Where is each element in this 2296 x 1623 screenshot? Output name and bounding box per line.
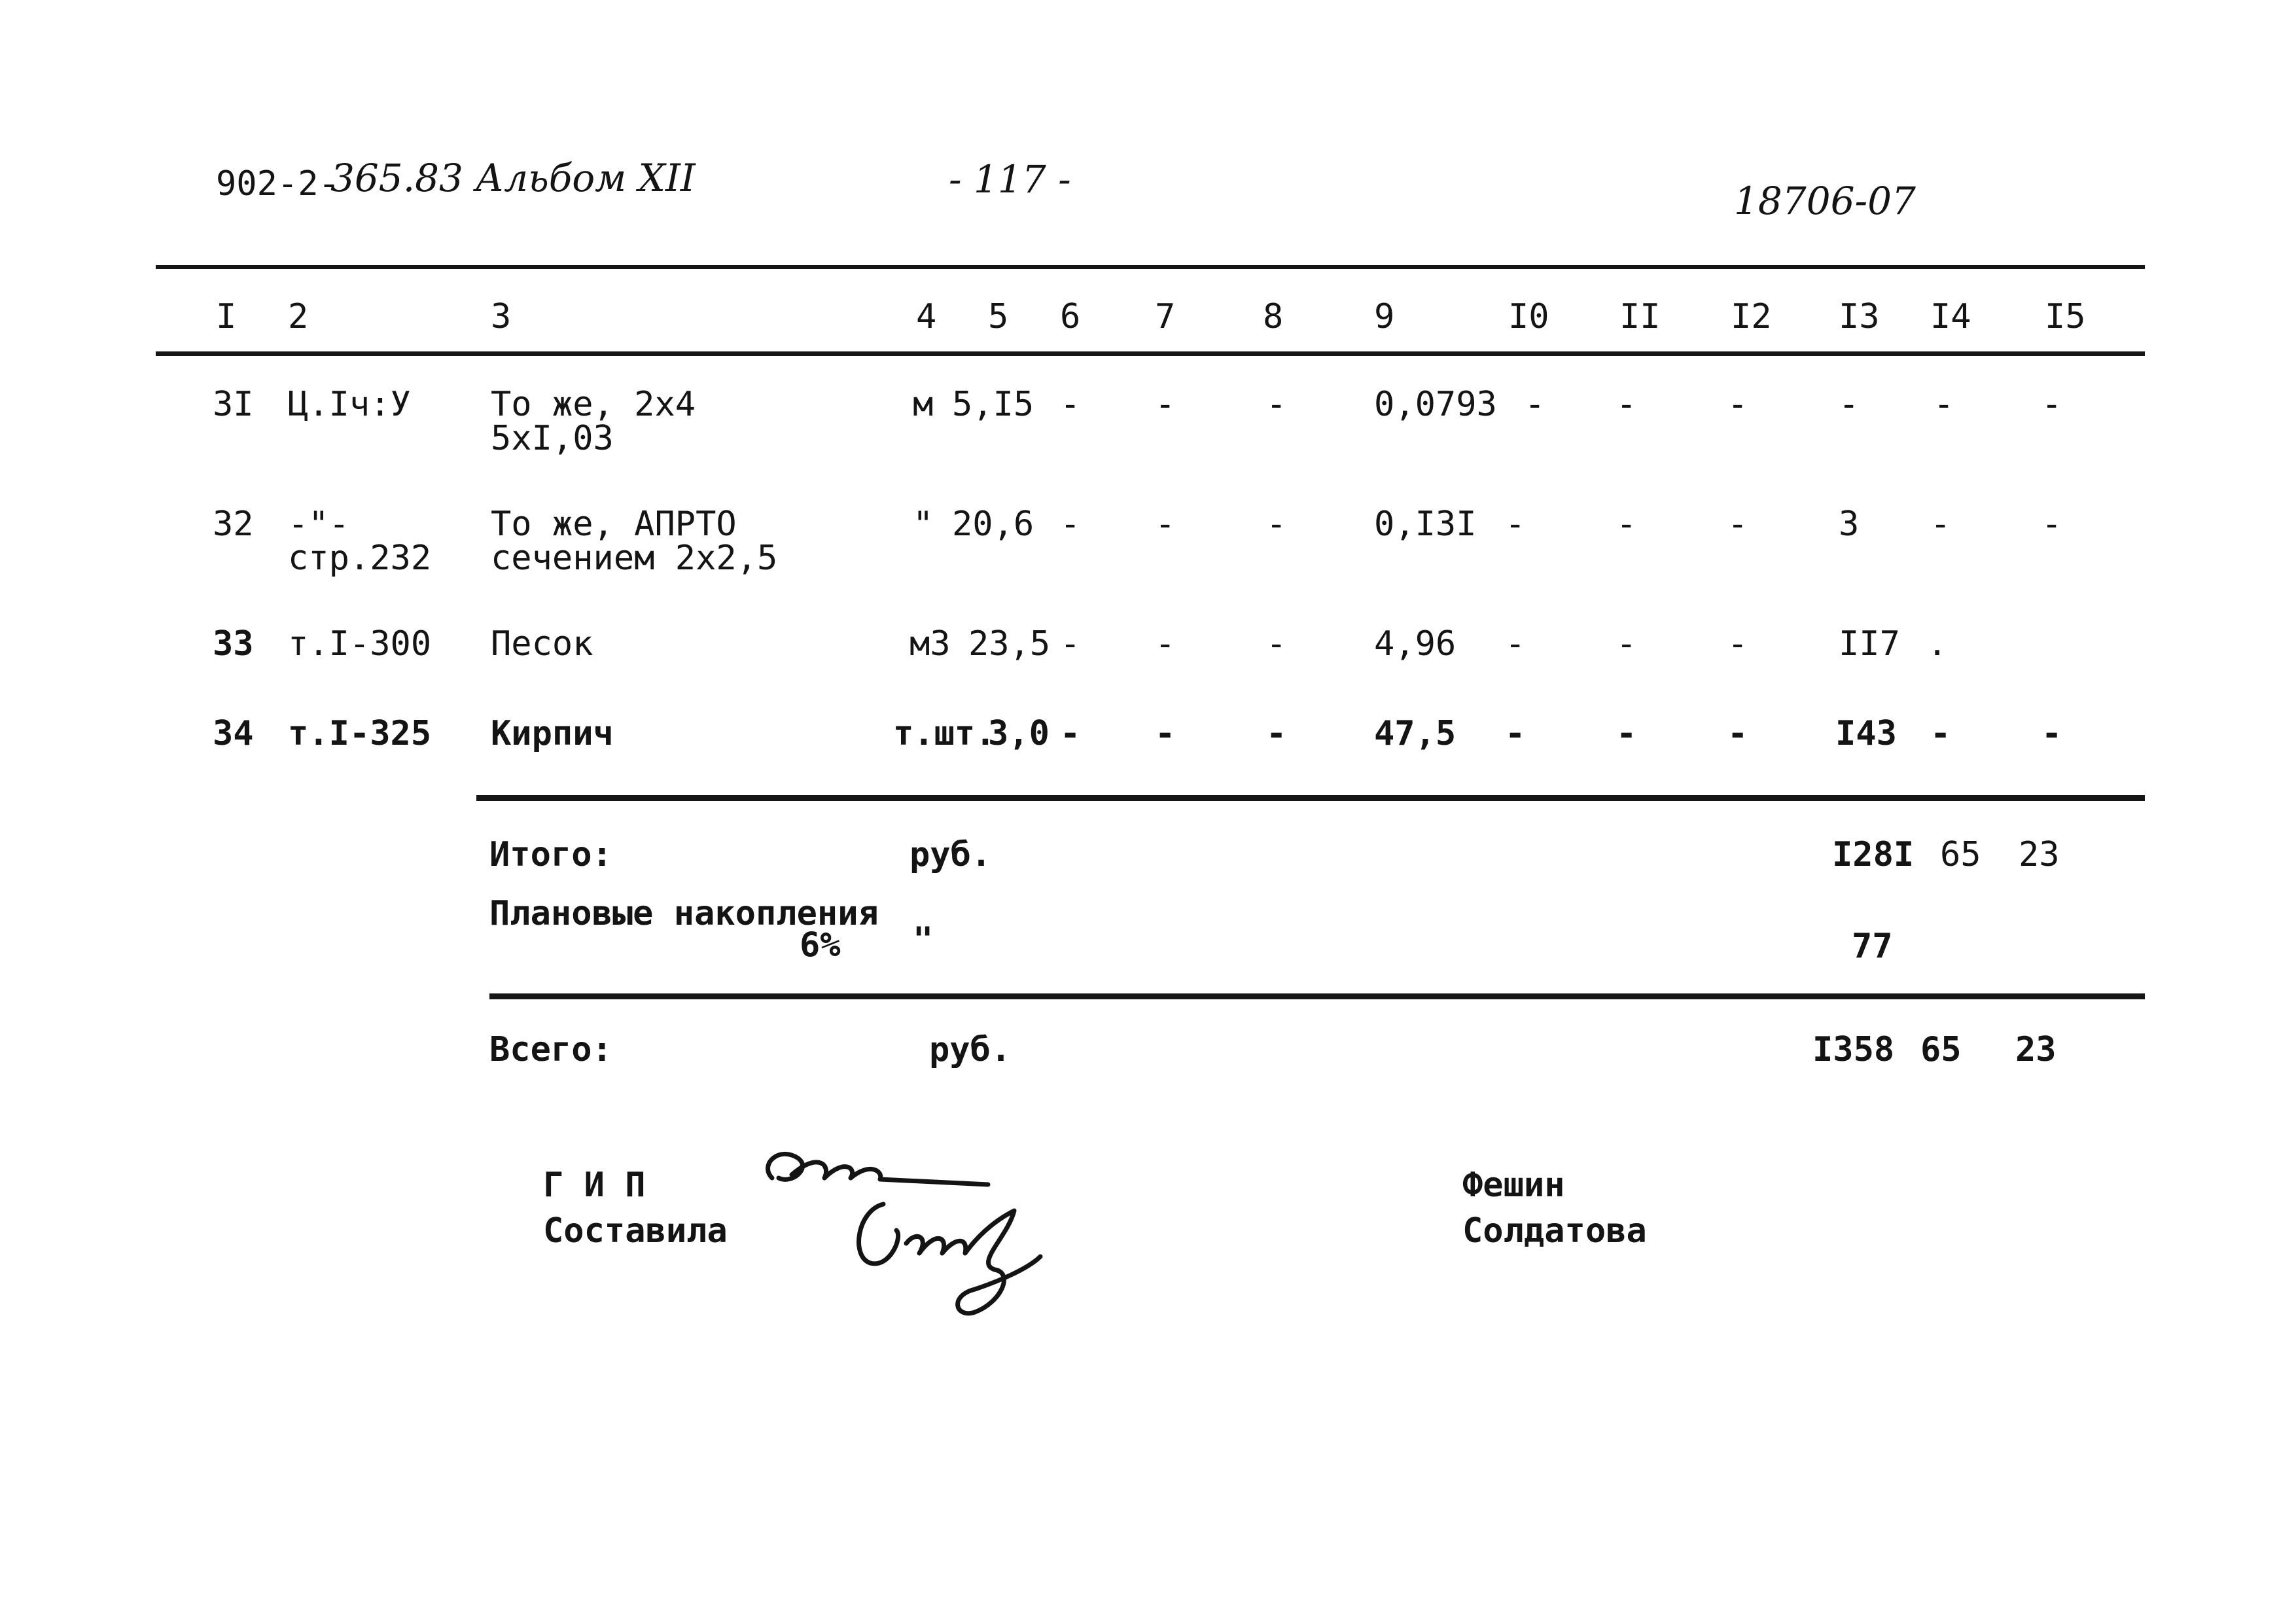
cell-c8: - (1266, 624, 1287, 664)
row-name-line: То же, АПРТО (491, 505, 737, 544)
cell-c6: - (1060, 714, 1081, 753)
cell-c6: - (1060, 385, 1081, 424)
row-reference: т.I-325 (288, 714, 432, 753)
cell-c8: - (1266, 505, 1287, 544)
row-name-line: 5хI,03 (491, 419, 614, 458)
cell-c10: - (1505, 624, 1526, 664)
row-name: Кирпич (491, 714, 614, 753)
row-reference-line: -"- (288, 505, 349, 544)
subtotal-c13: I28I (1832, 835, 1915, 874)
cell-c7: - (1155, 385, 1176, 424)
cell-c12: - (1727, 385, 1748, 424)
column-header: I2 (1731, 297, 1772, 336)
cell-c15: - (2041, 505, 2062, 544)
cell-c9: 47,5 (1374, 714, 1457, 753)
row-unit: т.шт. (893, 714, 996, 753)
cell-c14: . (1927, 624, 1948, 664)
cell-c7: - (1155, 624, 1176, 664)
column-header: 7 (1155, 297, 1176, 336)
cell-c12: - (1727, 505, 1748, 544)
cell-c10: - (1505, 505, 1526, 544)
cell-c9: 4,96 (1374, 624, 1457, 664)
row-unit: м3 (910, 624, 951, 664)
cell-c12: - (1727, 624, 1748, 664)
cell-c9: 0,0793 (1374, 385, 1497, 424)
column-header: 9 (1374, 297, 1395, 336)
column-header: 8 (1263, 297, 1284, 336)
page-number: - 117 - (949, 157, 1071, 202)
column-header: I0 (1508, 297, 1549, 336)
header-bottom-rule (156, 351, 2145, 356)
cell-c10: - (1525, 385, 1545, 424)
subtotal-c15: 23 (2019, 835, 2060, 874)
cell-c11: - (1616, 714, 1637, 753)
cell-c9: 0,I3I (1374, 505, 1477, 544)
album-series-typed: 902-2- (216, 164, 339, 204)
row-name-line: То же, 2х4 (491, 385, 696, 424)
cell-c6: - (1060, 505, 1081, 544)
album-series-handwritten: 365.83 Альбом XII (330, 156, 696, 200)
column-header: I (216, 297, 237, 336)
cell-c13: I43 (1835, 714, 1897, 753)
subtotal-unit: руб. (910, 835, 992, 874)
cell-c11: - (1616, 385, 1637, 424)
grand-total-c15: 23 (2015, 1030, 2057, 1069)
column-header: 3 (491, 297, 512, 336)
archive-number: 18706-07 (1734, 179, 1916, 223)
cell-c14: - (1930, 505, 1951, 544)
cell-c14: - (1930, 714, 1951, 753)
row-name: Песок (491, 624, 593, 664)
cell-c6: - (1060, 624, 1081, 664)
cell-c13: II7 (1839, 624, 1900, 664)
gip-label: Г И П (543, 1166, 646, 1205)
grand-total-unit: руб. (929, 1030, 1012, 1069)
compiled-by-label: Составила (543, 1211, 728, 1251)
grand-total-label: Всего: (489, 1030, 612, 1069)
cell-c8: - (1266, 385, 1287, 424)
planned-unit: " (913, 920, 934, 959)
grand-total-c14: 65 (1920, 1030, 1962, 1069)
cell-c7: - (1155, 714, 1176, 753)
column-header: I5 (2045, 297, 2086, 336)
row-number: 3I (213, 385, 254, 424)
row-name-line: сечением 2х2,5 (491, 539, 778, 578)
table-top-rule (156, 265, 2145, 269)
row-reference: Ц.Iч:У (288, 385, 411, 424)
grand-total-rule (489, 993, 2145, 999)
cell-c8: - (1266, 714, 1287, 753)
row-reference: т.I-300 (288, 624, 432, 664)
row-reference (288, 505, 432, 578)
row-name (491, 505, 778, 578)
gip-name: Фешин (1462, 1166, 1565, 1205)
column-header: I4 (1930, 297, 1971, 336)
cell-c12: - (1727, 714, 1748, 753)
compiled-by-signature (844, 1191, 1053, 1322)
cell-c13: 3 (1839, 505, 1860, 544)
column-header: 4 (916, 297, 937, 336)
planned-c13: 77 (1852, 927, 1893, 966)
planned-label: Плановые накопления (489, 894, 879, 933)
column-header: 6 (1060, 297, 1081, 336)
planned-percent: 6% (800, 925, 841, 965)
column-header: 2 (288, 297, 309, 336)
totals-top-rule (476, 795, 2145, 801)
row-number: 34 (213, 714, 254, 753)
row-quantity: 5,I5 (952, 385, 1034, 424)
compiled-by-name: Солдатова (1462, 1211, 1647, 1251)
cell-c13: - (1839, 385, 1860, 424)
column-header: 5 (988, 297, 1009, 336)
row-unit: " (913, 505, 934, 544)
grand-total-c13: I358 (1812, 1030, 1895, 1069)
subtotal-label: Итого: (489, 835, 612, 874)
row-name (491, 385, 696, 458)
cell-c11: - (1616, 505, 1637, 544)
row-quantity: 20,6 (952, 505, 1034, 544)
cell-c15: - (2041, 385, 2062, 424)
column-header: I3 (1839, 297, 1880, 336)
row-unit: м (913, 385, 934, 424)
row-quantity: 3,0 (988, 714, 1050, 753)
subtotal-c14: 65 (1940, 835, 1981, 874)
cell-c11: - (1616, 624, 1637, 664)
row-number: 32 (213, 505, 254, 544)
cell-c7: - (1155, 505, 1176, 544)
row-number: 33 (213, 624, 254, 664)
column-header: II (1619, 297, 1661, 336)
cell-c14: - (1934, 385, 1954, 424)
row-reference-line: стр.232 (288, 539, 432, 578)
row-quantity: 23,5 (968, 624, 1051, 664)
cell-c10: - (1505, 714, 1526, 753)
cell-c15: - (2041, 714, 2062, 753)
